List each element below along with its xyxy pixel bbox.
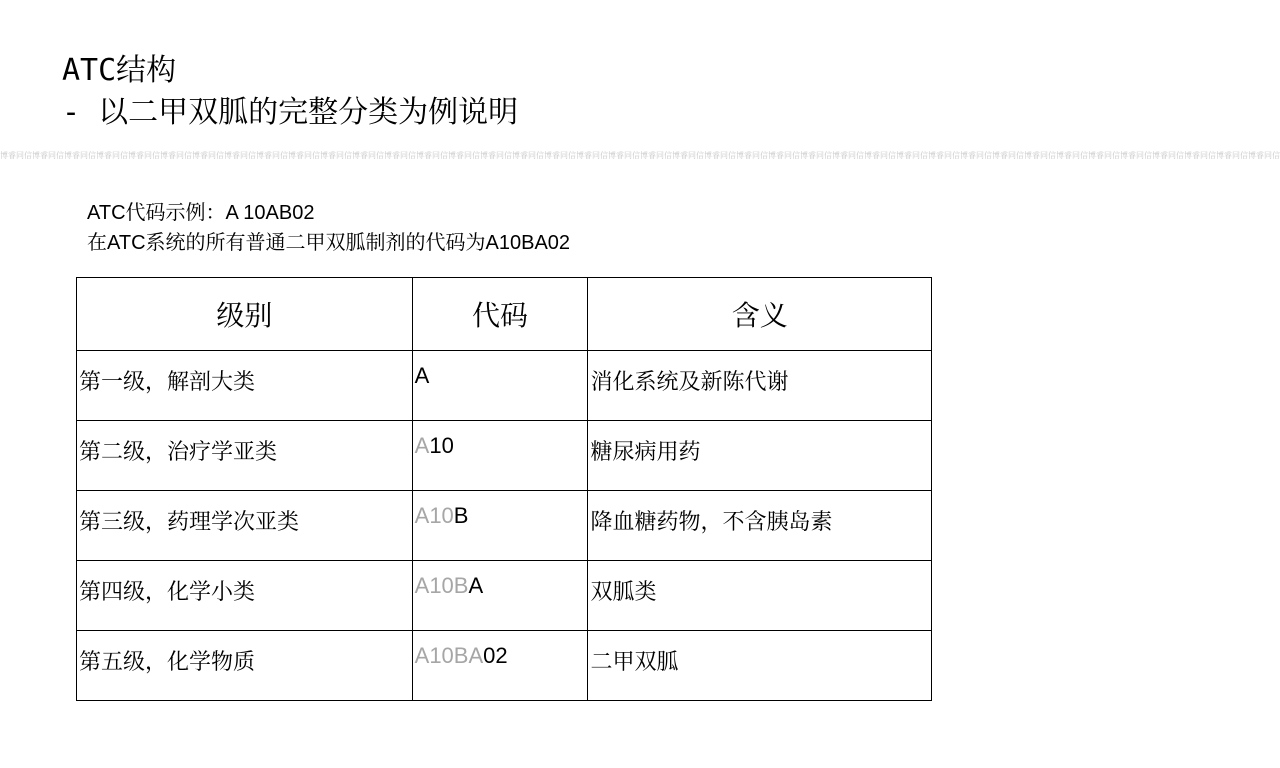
header-code: 代码 — [412, 278, 588, 351]
code-new-part: B — [453, 503, 469, 528]
example-text — [87, 198, 570, 258]
title-line-1: ATC结构 — [62, 53, 177, 88]
meaning-cell: 消化系统及新陈代谢 — [588, 351, 932, 421]
meaning-cell: 双胍类 — [588, 561, 932, 631]
code-new-part: A — [414, 363, 430, 388]
code-prefix: A10BA — [414, 643, 484, 668]
example-line-2: 在ATC系统的所有普通二甲双胍制剂的代码为A10BA02 — [87, 232, 571, 254]
level-cell: 第四级，化学小类 — [77, 561, 413, 631]
code-new-part: 10 — [429, 433, 454, 458]
code-prefix: A10 — [414, 503, 454, 528]
meaning-cell: 糖尿病用药 — [588, 421, 932, 491]
watermark-strip: 博睿同信博睿同信博睿同信博睿同信博睿同信博睿同信博睿同信博睿同信博睿同信博睿同信博睿同信博睿同信博睿同信博睿同信博睿同信博睿同信博睿同信博睿同信博睿同信博睿同信博睿同信博睿同信博睿同信博睿同信博睿同信博睿同信博睿同信博睿同信博睿同信博睿同信博睿同信博睿同信博睿同信博睿同信博睿同信博睿同信博睿同信博睿同信博睿同信博睿同信 — [0, 151, 1280, 160]
code-new-part: A — [468, 573, 484, 598]
code-prefix: A10B — [414, 573, 469, 598]
example-line-1: ATC代码示例：A 10AB02 — [87, 202, 315, 224]
slide-title — [62, 50, 518, 134]
meaning-cell: 二甲双胍 — [588, 631, 932, 701]
code-cell — [412, 561, 588, 631]
level-cell: 第一级，解剖大类 — [77, 351, 413, 421]
table-row — [77, 351, 932, 421]
code-cell — [412, 491, 588, 561]
level-cell: 第二级，治疗学亚类 — [77, 421, 413, 491]
meaning-cell: 降血糖药物，不含胰岛素 — [588, 491, 932, 561]
table-row — [77, 631, 932, 701]
code-cell — [412, 421, 588, 491]
table-header-row — [77, 278, 932, 351]
header-level: 级别 — [77, 278, 413, 351]
title-line-2: - 以二甲双胍的完整分类为例说明 — [62, 95, 519, 130]
code-cell — [412, 631, 588, 701]
code-new-part: 02 — [483, 643, 508, 668]
table-row — [77, 421, 932, 491]
level-cell: 第五级，化学物质 — [77, 631, 413, 701]
code-prefix: A — [414, 433, 430, 458]
header-meaning: 含义 — [588, 278, 932, 351]
level-cell: 第三级，药理学次亚类 — [77, 491, 413, 561]
table-row — [77, 561, 932, 631]
table-row — [77, 491, 932, 561]
code-cell — [412, 351, 588, 421]
atc-table — [76, 277, 932, 701]
